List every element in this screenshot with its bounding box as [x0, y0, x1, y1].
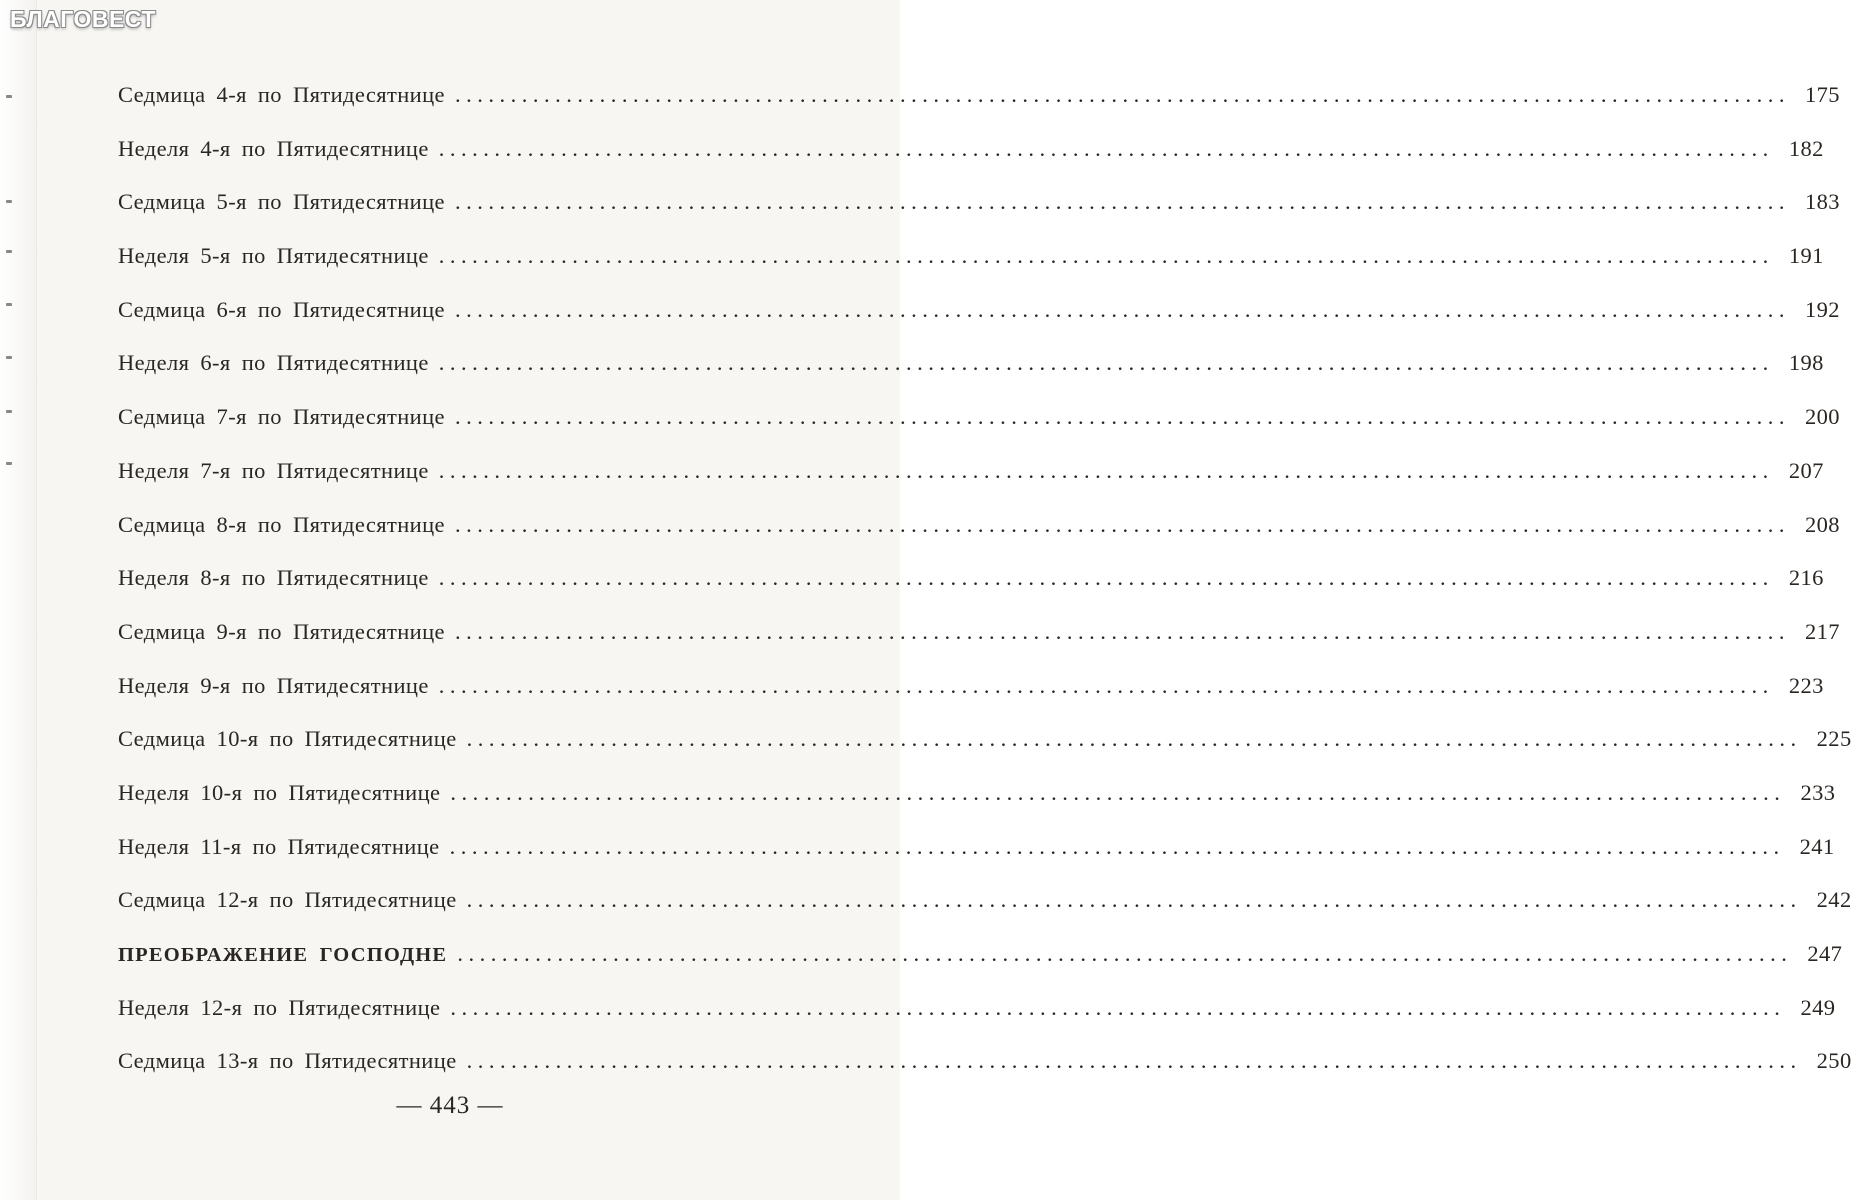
- edge-mark: [6, 250, 12, 253]
- toc-entry-page: 216: [1788, 565, 1824, 591]
- toc-dot-leader: ........................................................................................................................: [466, 887, 1802, 913]
- toc-entry-page: 198: [1788, 350, 1824, 376]
- toc-dot-leader: ........................................................................................................................: [438, 457, 1774, 483]
- toc-entry-page: 182: [1788, 135, 1824, 161]
- toc-entry: [118, 618, 1840, 673]
- toc-entry-page: 223: [1788, 672, 1824, 698]
- toc-entry: [118, 189, 1840, 243]
- toc-entry-title: Неделя 12-я по Пятидесятнице: [118, 994, 441, 1020]
- toc-entry-title: Неделя 7-я по Пятидесятнице: [118, 457, 429, 483]
- toc-entry-title: Седмица 5-я по Пятидесятнице: [118, 189, 445, 215]
- toc-entry: [118, 779, 1836, 834]
- edge-mark: [6, 356, 12, 359]
- toc-dot-leader: ........................................................................................................................: [454, 189, 1790, 215]
- toc-entry-title: Неделя 10-я по Пятидесятнице: [118, 779, 441, 805]
- edge-mark: [6, 303, 12, 306]
- toc-entry: [118, 135, 1824, 190]
- toc-entry: [118, 887, 1852, 941]
- toc-entry-page: 247: [1807, 941, 1843, 966]
- toc-dot-leader: ........................................................................................................................: [438, 565, 1774, 591]
- watermark-logo: БЛАГОВЕСТ: [10, 6, 156, 32]
- edge-mark: [6, 462, 12, 465]
- toc-entry: [118, 833, 1835, 888]
- toc-entry: [118, 404, 1840, 458]
- toc-entry-page: 183: [1804, 189, 1840, 215]
- toc-entry-page: 192: [1804, 296, 1840, 322]
- edge-mark: [6, 410, 12, 413]
- toc-dot-leader: ........................................................................................................................: [438, 243, 1774, 269]
- toc-entry: [118, 457, 1824, 512]
- toc-entry-page: 175: [1804, 82, 1840, 107]
- toc-dot-leader: ........................................................................................................................: [438, 135, 1774, 161]
- toc-entry-page: 225: [1816, 726, 1852, 752]
- toc-dot-leader: ........................................................................................................................: [454, 618, 1790, 644]
- toc-dot-leader: ........................................................................................................................: [454, 511, 1790, 537]
- toc-entry-page: 208: [1804, 511, 1840, 537]
- toc-entry-title: ПРЕОБРАЖЕНИЕ ГОСПОДНЕ: [118, 944, 448, 966]
- toc-entry: [118, 941, 1843, 995]
- toc-entry: [118, 994, 1836, 1049]
- page-number: — 443 —: [396, 1092, 504, 1119]
- toc-entry-title: Седмица 10-я по Пятидесятнице: [118, 726, 457, 752]
- toc-entry-page: 233: [1800, 779, 1836, 805]
- toc-entry-title: Неделя 4-я по Пятидесятнице: [118, 135, 429, 161]
- edge-mark: [6, 95, 12, 98]
- table-of-contents: [118, 82, 1852, 1102]
- toc-dot-leader: ........................................................................................................................: [466, 1048, 1802, 1074]
- toc-entry: [118, 350, 1824, 404]
- toc-dot-leader: ........................................................................................................................: [450, 779, 1786, 805]
- toc-entry-page: 207: [1788, 457, 1824, 483]
- toc-entry-title: Седмица 8-я по Пятидесятнице: [118, 511, 445, 537]
- toc-entry-title: Неделя 8-я по Пятидесятнице: [118, 565, 429, 591]
- edge-mark: [6, 200, 12, 203]
- toc-entry-page: 191: [1788, 243, 1824, 269]
- toc-entry-title: Неделя 5-я по Пятидесятнице: [118, 243, 429, 269]
- toc-entry-title: Седмица 4-я по Пятидесятнице: [118, 82, 445, 107]
- toc-entry-title: Неделя 9-я по Пятидесятнице: [118, 672, 429, 698]
- toc-entry-page: 200: [1804, 404, 1840, 430]
- toc-dot-leader: ........................................................................................................................: [450, 994, 1786, 1020]
- toc-dot-leader: ........................................................................................................................: [454, 82, 1790, 107]
- toc-entry: [118, 82, 1840, 136]
- toc-entry-page: 250: [1816, 1048, 1852, 1074]
- toc-entry: [118, 565, 1824, 619]
- toc-entry-title: Неделя 6-я по Пятидесятнице: [118, 350, 429, 376]
- toc-dot-leader: ........................................................................................................................: [454, 296, 1790, 322]
- toc-entry: [118, 511, 1840, 566]
- toc-entry: [118, 296, 1840, 351]
- toc-dot-leader: ........................................................................................................................: [454, 404, 1790, 430]
- toc-entry-title: Седмица 7-я по Пятидесятнице: [118, 404, 445, 430]
- toc-entry-title: Неделя 11-я по Пятидесятнице: [118, 833, 440, 859]
- toc-dot-leader: ........................................................................................................................: [438, 350, 1774, 376]
- toc-entry-page: 241: [1799, 833, 1835, 859]
- toc-entry: [118, 243, 1824, 297]
- toc-entry-page: 217: [1804, 618, 1840, 644]
- toc-entry-title: Седмица 6-я по Пятидесятнице: [118, 296, 445, 322]
- toc-entry-title: Седмица 12-я по Пятидесятнице: [118, 887, 457, 913]
- toc-dot-leader: ........................................................................................................................: [466, 726, 1802, 752]
- page-left-edge: [0, 0, 37, 1200]
- toc-dot-leader: ........................................................................................................................: [438, 672, 1774, 698]
- toc-entry-title: Седмица 9-я по Пятидесятнице: [118, 618, 445, 644]
- toc-entry: [118, 672, 1824, 727]
- toc-dot-leader: ........................................................................................................................: [457, 941, 1793, 966]
- toc-dot-leader: ........................................................................................................................: [449, 833, 1785, 859]
- toc-entry-page: 249: [1800, 994, 1836, 1020]
- toc-entry-page: 242: [1816, 887, 1852, 913]
- toc-entry: [118, 726, 1852, 780]
- toc-entry-title: Седмица 13-я по Пятидесятнице: [118, 1048, 457, 1074]
